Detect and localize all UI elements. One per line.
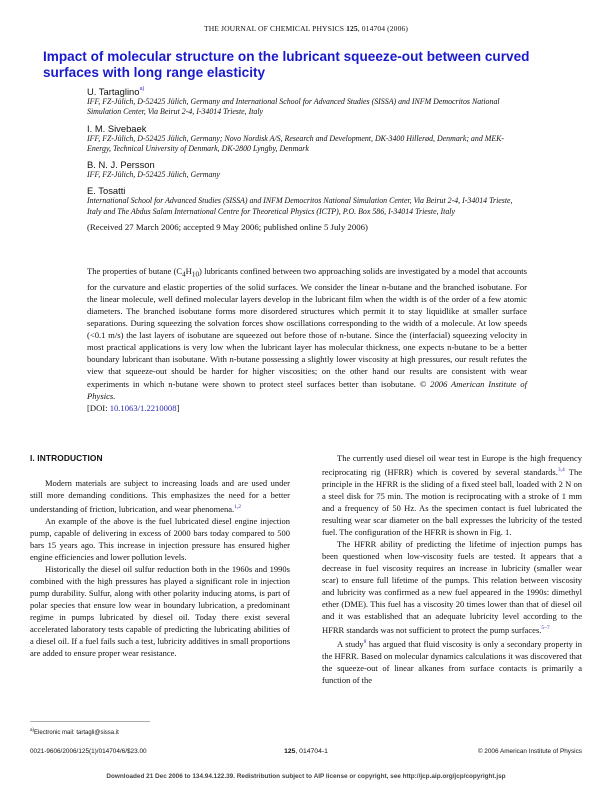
author-name: I. M. Sivebaek [87,122,147,134]
paragraph [322,636,582,686]
author-name: B. N. J. Persson [87,159,155,171]
download-note: Downloaded 21 Dec 2006 to 134.94.122.39. Redistribution subject to AIP license or copyright, see http://jcp.aip.org/jcp/copyright.jsp [106,773,506,780]
author-affiliation: IFF, FZ-Jülich, D-52425 Jülich, Germany; Novo Nordisk A/S, Research and Development, DK-3400 Hillerød, Denmark; and MEK-Energy, Technical University of Denmark, DK-2800 Lyngby, Denmark [87,133,505,153]
author-block [87,123,527,155]
paragraph [322,452,582,538]
paragraph: Historically the diesel oil sulfur reduction both in the 1960s and 1990s combined with the high pressures has played a significant role in injection pump durability. Sulfur, along with other polarity inducing atoms, is part of polar species that ensure low wear in boundary lubrication, a predominant regime in pumps lubricated by diesel oil. Today there exist several accelerated laboratory tests capable of predicting the lubricating abilities of a diesel oil. If a fuel fails such a test, lubricity additives in small proportions are added to ensure proper wear resistance. [30,564,290,658]
journal-name: THE JOURNAL OF CHEMICAL PHYSICS [203,24,345,33]
author-block [87,84,527,118]
reference-link[interactable]: 3,4 [557,467,565,473]
author-affiliation: International School for Advanced Studies (SISSA) and INFM Democritos National Simulation Center, Via Beirut 2-4, I-34014 Trieste, Italy and The Abdus Salam International Centre for Theoretical Physics (ICTP), P.O. Box 586, I-34014 Trieste, Italy [87,196,513,216]
author-footnote-link[interactable]: a) [139,86,145,92]
paragraph-text: The currently used diesel oil wear test in Europe is the high frequency reciprocating rig (HFRR) which is covered by several standards. [322,453,582,477]
paragraph-text: Modern materials are subject to increasing loads and are used under still more demanding conditions. This emphasizes the need for a better understanding of friction, lubrication, and wear phenomena. [30,478,290,514]
author-affiliation: IFF, FZ-Jülich, D-52425 Jülich, Germany and International School for Advanced Studies (SISSA) and INFM Democritos National Simulation Center, Via Beirut 2-4, I-34014 Trieste, Italy [87,97,500,117]
footnote-divider [30,721,150,722]
footnote-text: Electronic mail: tartagli@sissa.it [34,730,119,736]
paragraph-text: The HFRR ability of predicting the lifetime of injection pumps has been questioned when low-viscosity fuels are tested. It appears that a decrease in fuel viscosity requires an increase in lubricity (smaller wear scar) to ensure full lifetime of the pumps. This relation between viscosity and lubricity was confirmed as a new fuel appeared in the 1990s: dimethyl ether (DME). This fuel has a viscosity 20 times lower than that of diesel oil and it was established that an adequate lubricity level according to the HFRR standards was not sufficient to protect the pump surfaces. [322,539,582,635]
journal-volume: 125 [346,24,358,33]
footer-copyright: © 2006 American Institute of Physics [477,748,582,755]
author-name: E. Tosatti [87,185,126,197]
received-dates: (Received 27 March 2006; accepted 9 May 2006; published online 5 July 2006) [87,222,368,233]
left-column [30,452,290,659]
footer-volume: 125 [284,748,296,755]
paragraph [30,477,290,515]
paragraph [322,538,582,636]
journal-citation: , 014704 (2006) [357,24,409,33]
reference-link[interactable]: 1,2 [234,504,242,510]
author-name [87,84,527,97]
abstract-subscript: 10 [191,270,200,279]
footnote [30,727,119,736]
paragraph: An example of the above is the fuel lubricated diesel engine injection pump, capable of delivering in excess of 2000 bars today compared to 500 bars 15 years ago. This increase in injection pressure has ensured higher engine efficiencies and lower pollution levels. [30,516,290,562]
reference-link[interactable]: 8 [363,639,367,645]
paragraph-text: The principle in the HFRR is the sliding of a fixed steel ball, loaded with 2 N on a steel disk for 75 min. The motion is reciprocating with a stroke of 1 mm and a frequency of 50 Hz. As the specimen contact is fuel lubricated the resulting wear scar diameter on the ball expresses the lubricity of the tested fuel. The configuration of the HFRR is shown in Fig. 1. [322,467,582,537]
abstract-text: ) lubricants confined between two approaching solids are investigated by a model that accounts for the curvature and elastic properties of the solid surfaces. We consider the linear n-butane and the branched isobutane. For the linear molecule, well defined molecular layers develop in the lubricant film when the width is of the order of a few atomic diameters. The branched isobutane forms more disordered structures which permit it to stay liquidlike at smaller surface separations. During squeezing the solvation forces show oscillations corresponding to the width of a molecule. At low speeds (<0.1 m/s) the last layers of isobutane are squeezed out before those of n-butane. Since the (interfacial) squeezing velocity in most practical applications is very low when the lubricant layer has molecular thickness, one expects n-butane to be a better boundary lubricant than isobutane. With n-butane possessing a slightly lower viscosity at high pressures, our result refutes the view that squeeze-out should be harder for higher viscosities; on the other hand our results are consistent with wear experiments in which n-butane were shown to protect steel surfaces better than isobutane. [87,266,527,389]
abstract-copyright: © 2006 American Institute of Physics. [87,378,527,401]
author-block [87,159,527,180]
footer-page: , 014704-1 [295,748,328,755]
paragraph-text: A study [337,639,364,649]
abstract-text: H [185,266,192,276]
footnote-mark: a) [30,727,35,732]
abstract-text: The properties of butane (C [87,266,183,276]
author-block [87,185,527,217]
section-heading: I. INTRODUCTION [30,453,103,463]
right-column [322,452,582,686]
doi-label: [DOI: [87,402,110,413]
doi-link[interactable]: 10.1063/1.2210008 [109,402,177,413]
abstract-subscript: 4 [182,270,186,279]
author-list [87,84,527,233]
footer-issn: 0021-9606/2006/125(1)/014704/6/$23.00 [30,748,147,755]
paper-title: Impact of molecular structure on the lubricant squeeze-out between curved surfaces with long range elasticity [43,49,530,80]
author-affiliation: IFF, FZ-Jülich, D-52425 Jülich, Germany [87,170,220,180]
doi-bracket: ] [176,402,180,413]
abstract [87,265,527,414]
reference-link[interactable]: 5–7 [541,625,550,631]
author-name-text: U. Tartaglino [87,86,140,97]
running-head [0,24,612,33]
paragraph-text: has argued that fluid viscosity is only a secondary property in the HFRR. Based on molecular dynamics calculations it was discovered that the squeeze-out of linear alkanes from surface contacts is primarily a function of the [322,639,582,685]
